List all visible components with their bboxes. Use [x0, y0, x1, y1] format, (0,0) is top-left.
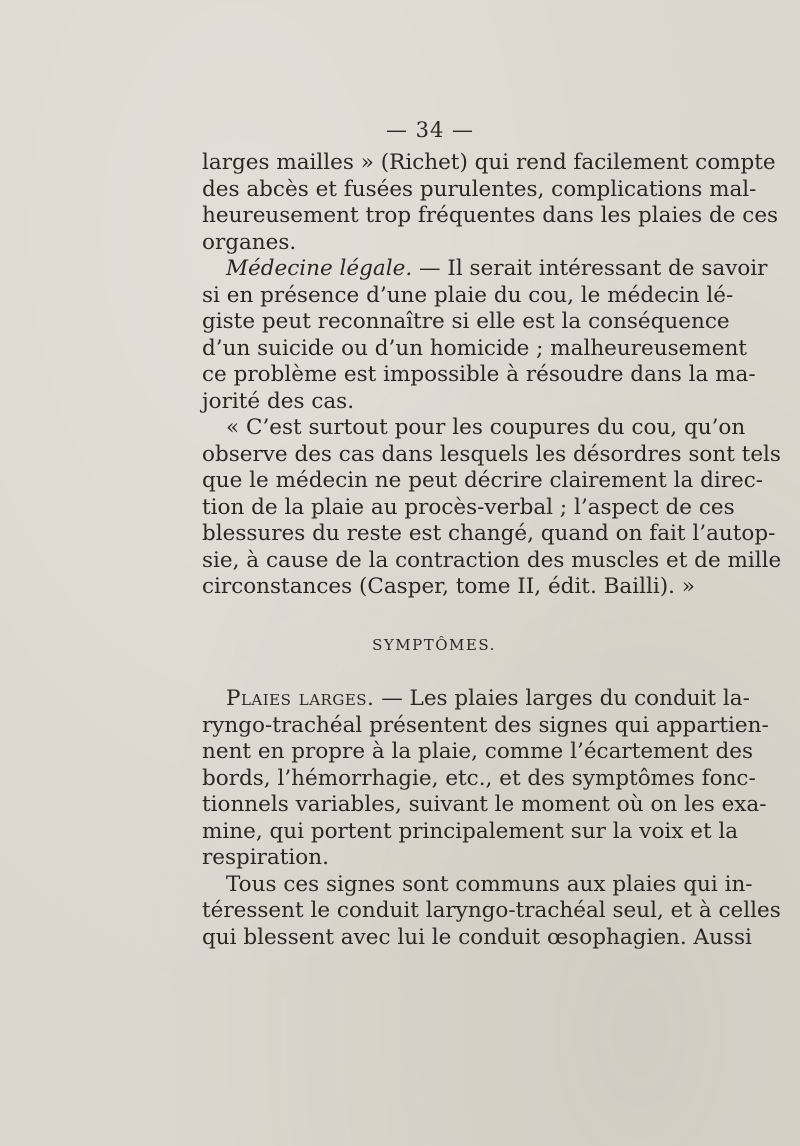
paragraph-5: [202, 871, 781, 952]
text-line: Tous ces signes sont communs aux plaies qui in-: [226, 871, 753, 897]
page-number: — 34 —: [385, 118, 475, 142]
text-line: qui blessent avec lui le conduit œsophagien. Aussi: [202, 924, 752, 950]
paragraph-1: [202, 150, 779, 256]
text-fragment: — Il serait intéressant de savoir: [412, 256, 768, 281]
text-line: tionnels variables, suivant le moment où on les exa-: [202, 792, 767, 817]
text-line: jorité des cas.: [202, 388, 355, 414]
section-heading: SYMPTÔMES.: [372, 636, 496, 654]
text-line: ryngo-trachéal présentent des signes qui appartien-: [202, 712, 769, 738]
text-line: bords, l’hémorrhagie, etc., et des symptômes fonc-: [202, 765, 756, 791]
text-line: si en présence d’une plaie du cou, le médecin lé-: [202, 282, 734, 308]
text-line: des abcès et fusées purulentes, complications mal-: [202, 176, 757, 202]
text-line: blessures du reste est changé, quand on fait l’autop-: [202, 521, 776, 546]
text-line: ce problème est impossible à résoudre dans la ma-: [202, 362, 756, 387]
paragraph-heading-medecine-legale: Médecine légale.: [226, 256, 413, 281]
paragraph-2: [202, 256, 768, 415]
text-line: téressent le conduit laryngo-trachéal seul, et à celles: [202, 898, 781, 923]
text-line: larges mailles » (Richet) qui rend facilement compte: [202, 150, 776, 175]
text-line: sie, à cause de la contraction des muscles et de mille: [202, 547, 782, 573]
text-line: [202, 256, 768, 283]
text-line: heureusement trop fréquentes dans les plaies de ces: [202, 203, 779, 228]
text-line: organes.: [202, 229, 297, 255]
text-line: [202, 686, 750, 713]
paragraph-3-quotation: [202, 415, 782, 601]
text-line: mine, qui portent principalement sur la voix et la: [202, 818, 739, 844]
text-line: giste peut reconnaître si elle est la conséquence: [202, 309, 730, 334]
text-line: que le médecin ne peut décrire clairement la direc-: [202, 468, 764, 493]
text-line: observe des cas dans lesquels les désordres sont tels: [202, 441, 781, 467]
text-block-top: [202, 150, 782, 601]
text-line: circonstances (Casper, tome II, édit. Bailli). »: [202, 574, 695, 599]
text-line: « C’est surtout pour les coupures du cou, qu’on: [226, 415, 746, 440]
paragraph-heading-plaies-larges: Plaies larges.: [226, 686, 375, 711]
text-fragment: — Les plaies larges du conduit la-: [374, 686, 750, 711]
text-line: d’un suicide ou d’un homicide ; malheureusement: [202, 335, 747, 361]
paragraph-4: [202, 686, 769, 872]
text-line: nent en propre à la plaie, comme l’écartement des: [202, 739, 753, 764]
text-block-bottom: [202, 686, 781, 951]
text-line: respiration.: [202, 845, 329, 870]
text-line: tion de la plaie au procès-verbal ; l’aspect de ces: [202, 494, 735, 520]
